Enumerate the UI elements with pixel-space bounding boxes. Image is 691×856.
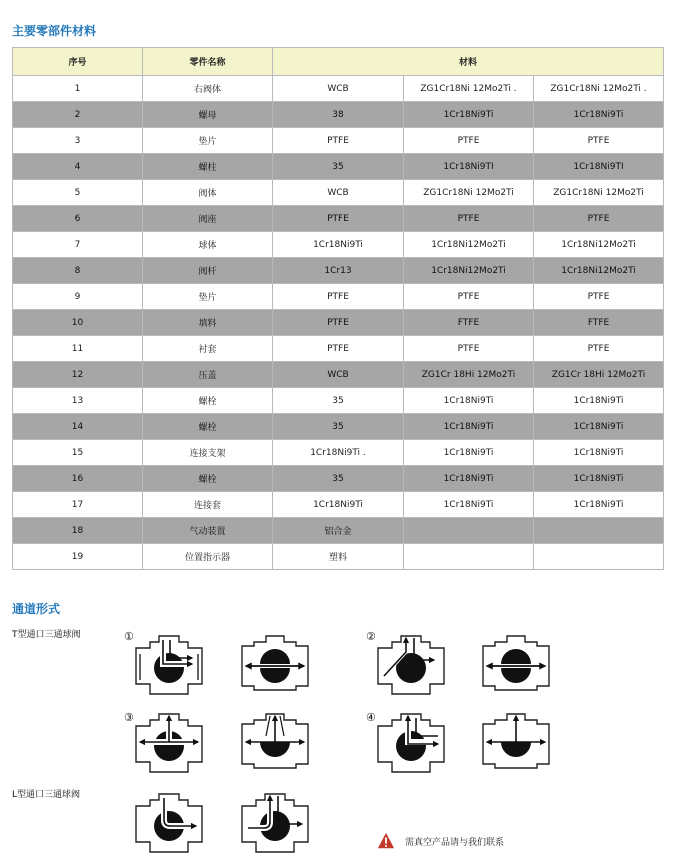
cell-material-2: [404, 544, 534, 570]
l-type-label: L型通口三通球阀: [12, 790, 81, 800]
valve-diagram-t1-front: [134, 634, 204, 698]
cell-material-3: FTFE: [534, 310, 664, 336]
cell-part-name: 螺栓: [143, 466, 273, 492]
warning-icon: [377, 832, 395, 850]
note-text: 需真空产品请与我们联系: [405, 837, 505, 848]
table-row: [13, 362, 664, 388]
cell-number: 17: [13, 492, 143, 518]
valve-diagram-l1-side: [240, 792, 310, 856]
cell-material-2: [404, 518, 534, 544]
cell-number: 6: [13, 206, 143, 232]
table-header-row: [13, 48, 664, 76]
valve-diagram-t4-front: [376, 712, 446, 776]
cell-material-2: 1Cr18Ni9TI: [404, 154, 534, 180]
cell-part-name: 阀座: [143, 206, 273, 232]
valve-diagram-t3-side: [240, 712, 310, 776]
cell-number: 19: [13, 544, 143, 570]
cell-number: 1: [13, 76, 143, 102]
table-row: [13, 414, 664, 440]
cell-part-name: 阀杆: [143, 258, 273, 284]
cell-part-name: 压盖: [143, 362, 273, 388]
cell-part-name: 螺栓: [143, 414, 273, 440]
cell-material-1: WCB: [273, 362, 404, 388]
cell-material-3: 1Cr18Ni12Mo2Ti: [534, 258, 664, 284]
cell-number: 2: [13, 102, 143, 128]
cell-material-3: 1Cr18Ni9Ti: [534, 466, 664, 492]
cell-number: 16: [13, 466, 143, 492]
table-row: [13, 336, 664, 362]
cell-material-3: PTFE: [534, 128, 664, 154]
table-row: [13, 310, 664, 336]
table-row: [13, 466, 664, 492]
table-row: [13, 258, 664, 284]
cell-number: 9: [13, 284, 143, 310]
table-row: [13, 518, 664, 544]
cell-number: 18: [13, 518, 143, 544]
cell-part-name: 螺母: [143, 102, 273, 128]
cell-material-1: 1Cr13: [273, 258, 404, 284]
table-row: [13, 180, 664, 206]
table-row: [13, 128, 664, 154]
cell-material-3: PTFE: [534, 336, 664, 362]
cell-material-1: 38: [273, 102, 404, 128]
cell-number: 7: [13, 232, 143, 258]
cell-material-2: 1Cr18Ni9Ti: [404, 414, 534, 440]
position-number-1: ①: [124, 630, 134, 643]
table-row: [13, 154, 664, 180]
cell-material-2: ZG1Cr 18Hi 12Mo2Ti: [404, 362, 534, 388]
cell-number: 14: [13, 414, 143, 440]
table-row: [13, 102, 664, 128]
table-row: [13, 492, 664, 518]
table-row: [13, 76, 664, 102]
cell-material-1: PTFE: [273, 336, 404, 362]
valve-diagram-t2-side: [481, 634, 551, 698]
position-number-2: ②: [366, 630, 376, 643]
cell-material-1: 1Cr18Ni9Ti .: [273, 440, 404, 466]
cell-material-3: 1Cr18Ni9Ti: [534, 388, 664, 414]
cell-material-2: PTFE: [404, 206, 534, 232]
cell-part-name: 螺栓: [143, 388, 273, 414]
table-row: [13, 440, 664, 466]
cell-material-3: [534, 518, 664, 544]
cell-material-1: 1Cr18Ni9Ti: [273, 492, 404, 518]
valve-diagram-t4-side: [481, 712, 551, 776]
cell-material-2: FTFE: [404, 310, 534, 336]
cell-material-3: 1Cr18Ni12Mo2Ti: [534, 232, 664, 258]
vacuum-product-note: [377, 832, 504, 850]
valve-diagram-t3-front: [134, 712, 204, 776]
cell-part-name: 位置指示器: [143, 544, 273, 570]
cell-material-1: PTFE: [273, 310, 404, 336]
cell-number: 5: [13, 180, 143, 206]
cell-material-1: 塑料: [273, 544, 404, 570]
cell-material-3: 1Cr18Ni9Ti: [534, 492, 664, 518]
cell-material-1: PTFE: [273, 206, 404, 232]
col-header-number: 序号: [13, 48, 143, 76]
cell-part-name: 填料: [143, 310, 273, 336]
table-row: [13, 232, 664, 258]
cell-number: 8: [13, 258, 143, 284]
cell-material-2: 1Cr18Ni9Ti: [404, 492, 534, 518]
cell-number: 3: [13, 128, 143, 154]
cell-material-3: ZG1Cr 18Hi 12Mo2Ti: [534, 362, 664, 388]
cell-material-1: 铝合金: [273, 518, 404, 544]
cell-number: 4: [13, 154, 143, 180]
cell-number: 12: [13, 362, 143, 388]
cell-material-3: ZG1Cr18Ni 12Mo2Ti: [534, 180, 664, 206]
valve-diagram-t2-front: [376, 634, 446, 698]
cell-part-name: 右阀体: [143, 76, 273, 102]
cell-material-1: 35: [273, 388, 404, 414]
cell-material-2: ZG1Cr18Ni 12Mo2Ti: [404, 180, 534, 206]
col-header-part-name: 零件名称: [143, 48, 273, 76]
cell-material-3: 1Cr18Ni9TI: [534, 154, 664, 180]
cell-material-3: 1Cr18Ni9Ti: [534, 102, 664, 128]
cell-part-name: 衬套: [143, 336, 273, 362]
cell-material-3: ZG1Cr18Ni 12Mo2Ti .: [534, 76, 664, 102]
cell-part-name: 垫片: [143, 284, 273, 310]
cell-part-name: 阀体: [143, 180, 273, 206]
cell-material-1: PTFE: [273, 128, 404, 154]
valve-diagram-l1-front: [134, 792, 204, 856]
cell-material-1: 35: [273, 414, 404, 440]
cell-material-2: 1Cr18Ni9Ti: [404, 466, 534, 492]
cell-material-1: 35: [273, 466, 404, 492]
position-number-3: ③: [124, 711, 134, 724]
cell-part-name: 连接套: [143, 492, 273, 518]
cell-material-1: 1Cr18Ni9Ti: [273, 232, 404, 258]
cell-material-2: PTFE: [404, 284, 534, 310]
cell-number: 10: [13, 310, 143, 336]
cell-material-3: PTFE: [534, 206, 664, 232]
table-row: [13, 388, 664, 414]
cell-material-2: 1Cr18Ni12Mo2Ti: [404, 232, 534, 258]
cell-material-2: PTFE: [404, 336, 534, 362]
cell-material-2: 1Cr18Ni9Ti: [404, 388, 534, 414]
cell-material-1: 35: [273, 154, 404, 180]
cell-part-name: 球体: [143, 232, 273, 258]
valve-diagram-t1-side: [240, 634, 310, 698]
cell-part-name: 垫片: [143, 128, 273, 154]
cell-material-3: 1Cr18Ni9Ti: [534, 440, 664, 466]
cell-material-3: 1Cr18Ni9Ti: [534, 414, 664, 440]
cell-material-3: PTFE: [534, 284, 664, 310]
cell-part-name: 螺柱: [143, 154, 273, 180]
table-row: [13, 206, 664, 232]
cell-material-1: WCB: [273, 76, 404, 102]
cell-material-2: PTFE: [404, 128, 534, 154]
cell-material-2: ZG1Cr18Ni 12Mo2Ti .: [404, 76, 534, 102]
cell-number: 11: [13, 336, 143, 362]
cell-material-2: 1Cr18Ni9Ti: [404, 102, 534, 128]
cell-number: 13: [13, 388, 143, 414]
cell-material-1: PTFE: [273, 284, 404, 310]
parts-materials-table: [12, 47, 664, 570]
table-row: [13, 284, 664, 310]
cell-material-2: 1Cr18Ni9Ti: [404, 440, 534, 466]
position-number-4: ④: [366, 711, 376, 724]
t-type-label: T型通口三通球阀: [12, 630, 81, 640]
cell-material-3: [534, 544, 664, 570]
cell-part-name: 气动装置: [143, 518, 273, 544]
channel-section-title: 通道形式: [12, 602, 61, 616]
cell-part-name: 连接支架: [143, 440, 273, 466]
col-header-material: 材料: [273, 48, 664, 76]
parts-section-title: 主要零部件材料: [12, 24, 97, 38]
table-row: [13, 544, 664, 570]
cell-number: 15: [13, 440, 143, 466]
cell-material-1: WCB: [273, 180, 404, 206]
cell-material-2: 1Cr18Ni12Mo2Ti: [404, 258, 534, 284]
